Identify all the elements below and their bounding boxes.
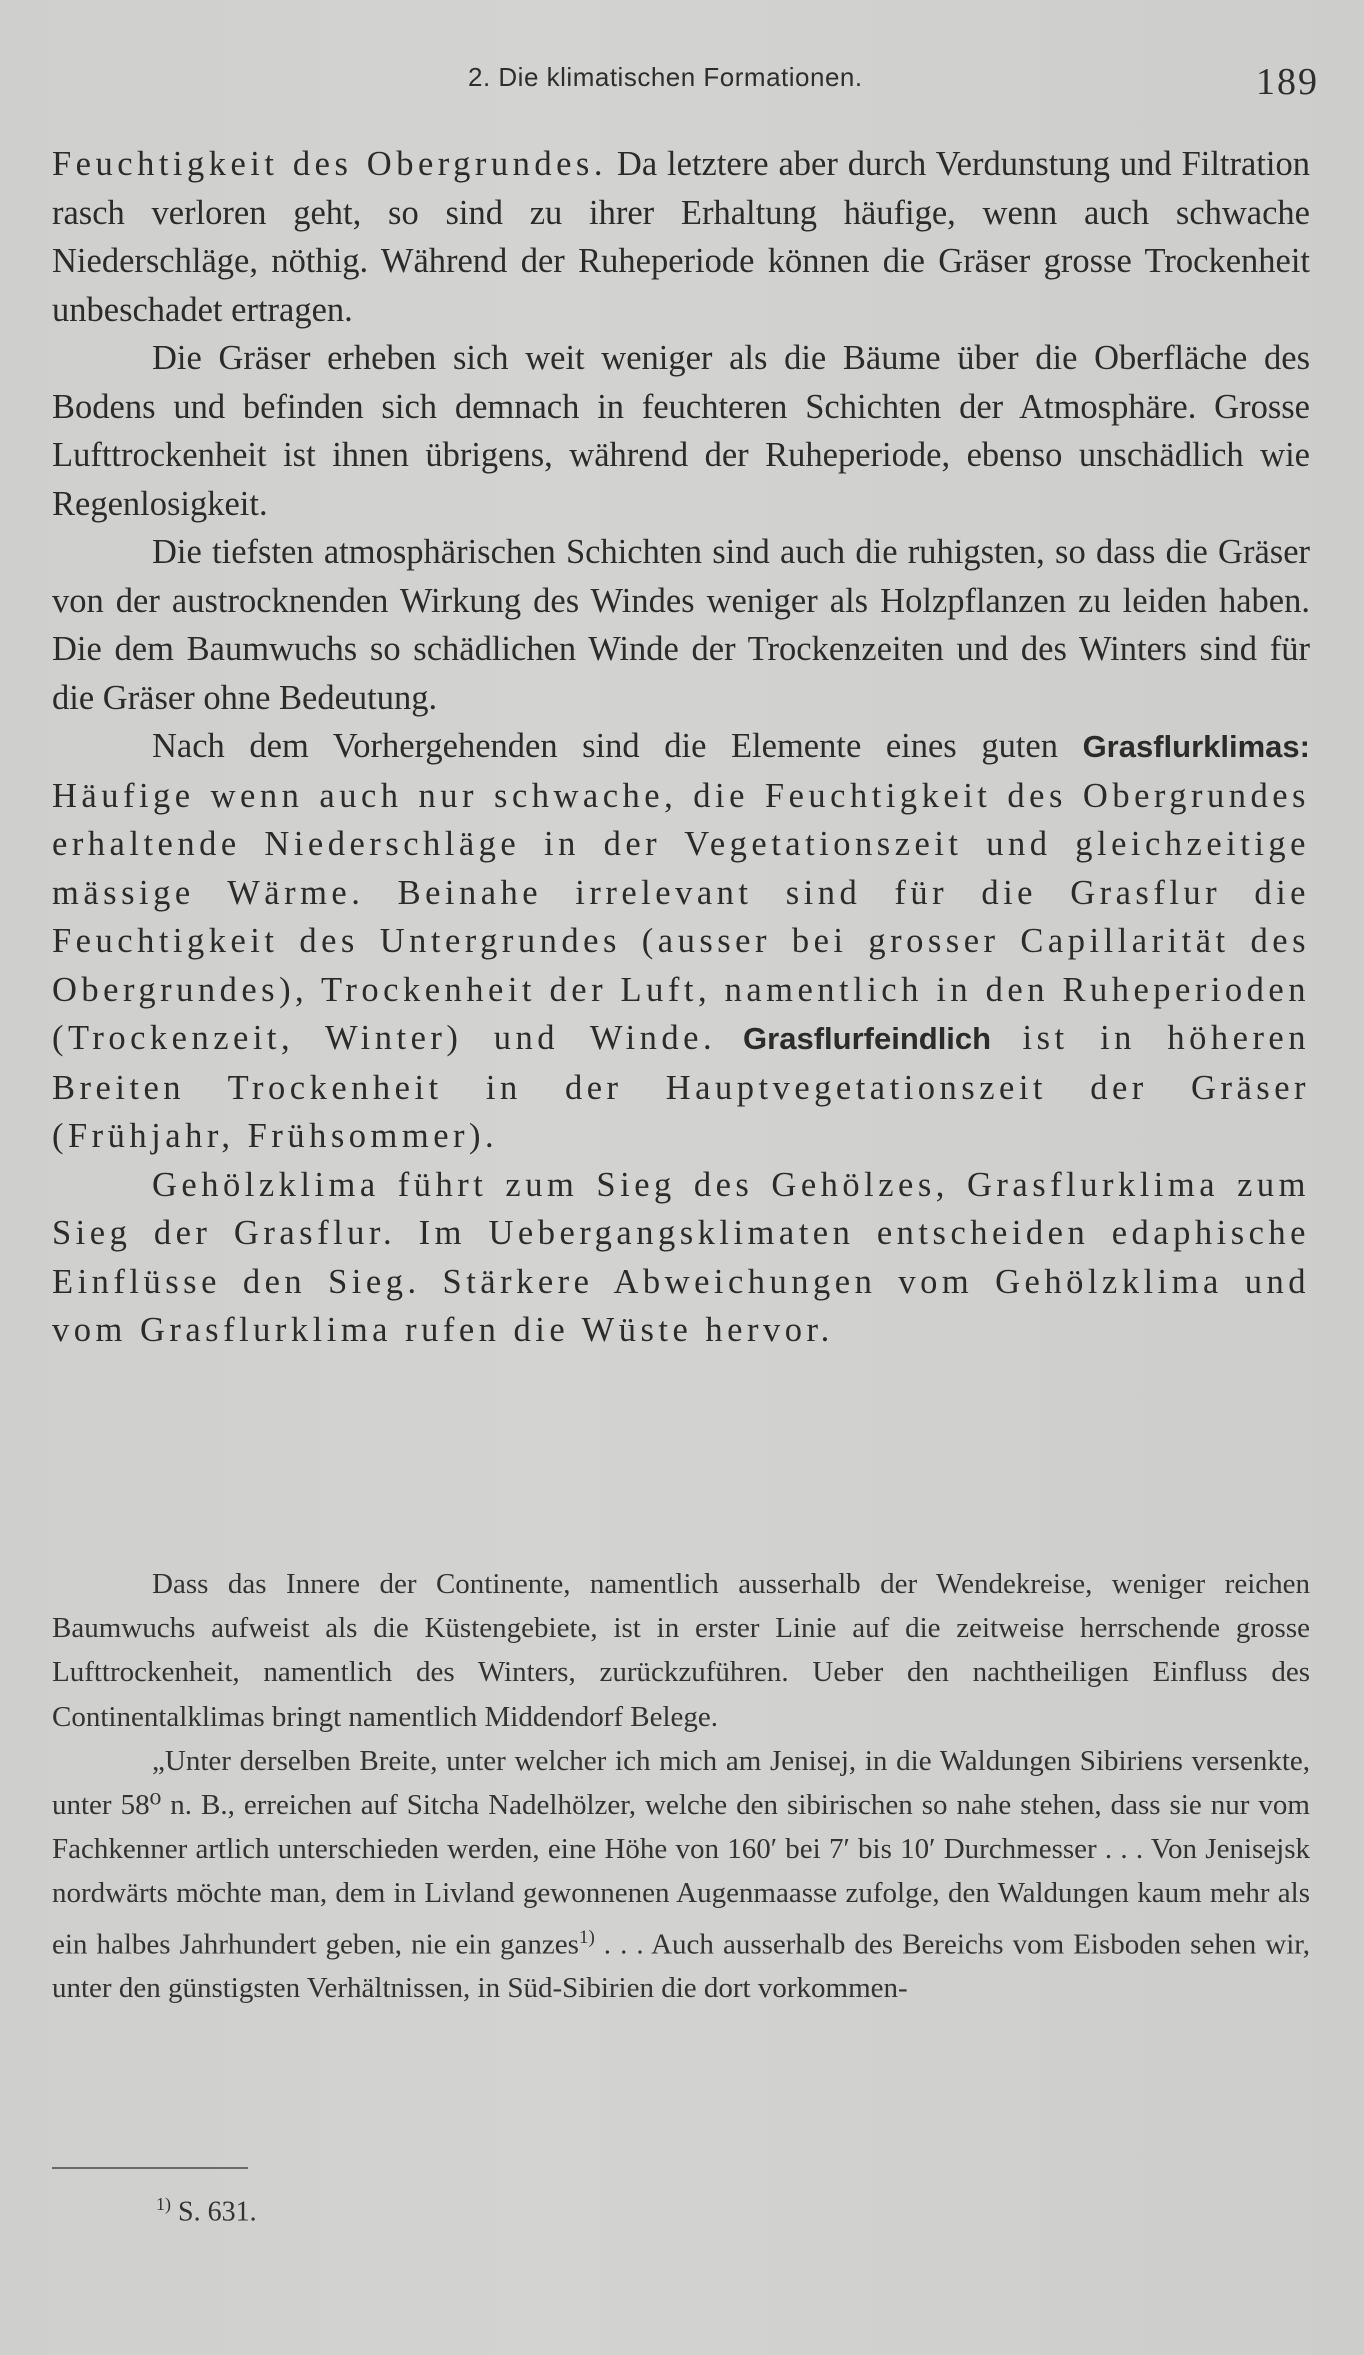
main-text bbox=[52, 140, 1310, 1355]
small-paragraph-1 bbox=[52, 1562, 1310, 1739]
text-run: . . . Auch ausserhalb des Bereichs vom Eisboden sehen wir, unter den günstigsten Verhältnissen, in Süd-Sibirien die dort vorkommen- bbox=[52, 1928, 1310, 2005]
running-head: 2. Die klimatischen Formationen. bbox=[468, 62, 863, 92]
paragraph-2 bbox=[52, 334, 1310, 528]
text-run: „Unter derselben Breite, unter welcher ich mich am Jenisej, in die Waldungen Sibiriens versenkte, unter 58⁰ n. B., erreichen auf Sitcha Nadelhölzer, welche den sibirischen so nahe stehen, dass sie nur vom Fachkenner artlich unterschieden werden, eine Höhe von 160′ bei 7′ bis 10′ Durchmesser . . . Von Jenisejsk nordwärts möchte man, dem in Livland gewonnenen Augenmaasse zufolge, den Waldungen kaum mehr als ein halbes Jahrhundert geben, nie ein ganzes bbox=[52, 1744, 1310, 1961]
text-run: Die tiefsten atmosphärischen Schichten sind auch die ruhigsten, so dass die Gräser von der austrocknenden Wirkung des Windes weniger als Holzpflanzen zu leiden haben. Die dem Baumwuchs so schädlichen Winde der Trockenzeiten und des Winters sind für die Gräser ohne Bedeutung. bbox=[52, 533, 1310, 717]
small-paragraph-2 bbox=[52, 1739, 1310, 2011]
bold-term: Grasflurfeindlich bbox=[743, 1021, 992, 1056]
bold-term: Grasflurklimas: bbox=[1082, 729, 1310, 764]
footnote bbox=[156, 2194, 257, 2228]
text-run: Die Gräser erheben sich weit weniger als die Bäume über die Oberfläche des Bodens und befinden sich demnach in feuchteren Schichten der Atmosphäre. Grosse Lufttrockenheit ist ihnen übrigens, während der Ruheperiode, ebenso unschädlich wie Regenlosigkeit. bbox=[52, 339, 1310, 523]
footnote-text: S. 631. bbox=[171, 2196, 257, 2228]
small-print-text bbox=[52, 1562, 1310, 2011]
footnote-ref: 1) bbox=[578, 1926, 595, 1948]
paragraph-4 bbox=[52, 722, 1310, 1161]
paragraph-3 bbox=[52, 528, 1310, 722]
text-run: Häufige wenn auch nur schwache, die Feuchtigkeit des Obergrundes erhaltende Niederschläge in der Vegetationszeit und gleichzeitige mässige Wärme. Beinahe irrelevant sind für die Grasflur die Feuchtigkeit des Untergrundes (ausser bei grosser Capillarität des Obergrundes), Trockenheit der Luft, namentlich in den Ruheperioden (Trockenzeit, Winter) und Winde. bbox=[52, 776, 1310, 1057]
paragraph-5 bbox=[52, 1161, 1310, 1355]
text-run: ist in höheren Breiten Trockenheit in der Hauptvegetationszeit der Gräser (Frühjahr, Frühsommer). bbox=[52, 1019, 1310, 1155]
page-number: 189 bbox=[1256, 61, 1319, 103]
text-run: Dass das Innere der Continente, namentlich ausserhalb der Wendekreise, weniger reichen Baumwuchs aufweist als die Küstengebiete, ist in erster Linie auf die zeitweise herrschende grosse Lufttrockenheit, namentlich des Winters, zurückzuführen. Ueber den nachtheiligen Einfluss des Continentalklimas bringt namentlich Middendorf Belege. bbox=[52, 1568, 1310, 1733]
paragraph-1 bbox=[52, 140, 1310, 334]
footnote-rule bbox=[52, 2167, 248, 2169]
footnote-marker: 1) bbox=[156, 2194, 171, 2214]
text-run: Gehölzklima führt zum Sieg des Gehölzes, Grasflurklima zum Sieg der Grasflur. Im Uebergangsklimaten entscheiden edaphische Einflüsse den Sieg. Stärkere Abweichungen vom Gehölzklima und vom Grasflurklima rufen die Wüste hervor. bbox=[52, 1165, 1310, 1349]
text-run: Feuchtigkeit des Obergrundes. bbox=[52, 145, 607, 183]
text-run bbox=[716, 1019, 743, 1057]
text-run: Da letztere aber durch Verdunstung und Filtration rasch verloren geht, so sind zu ihrer Erhaltung häufige, wenn auch schwache Niederschläge, nöthig. Während der Ruheperiode können die Gräser grosse Trockenheit unbeschadet ertragen. bbox=[52, 145, 1310, 329]
text-run: Nach dem Vorhergehenden sind die Elemente eines guten bbox=[152, 727, 1083, 765]
